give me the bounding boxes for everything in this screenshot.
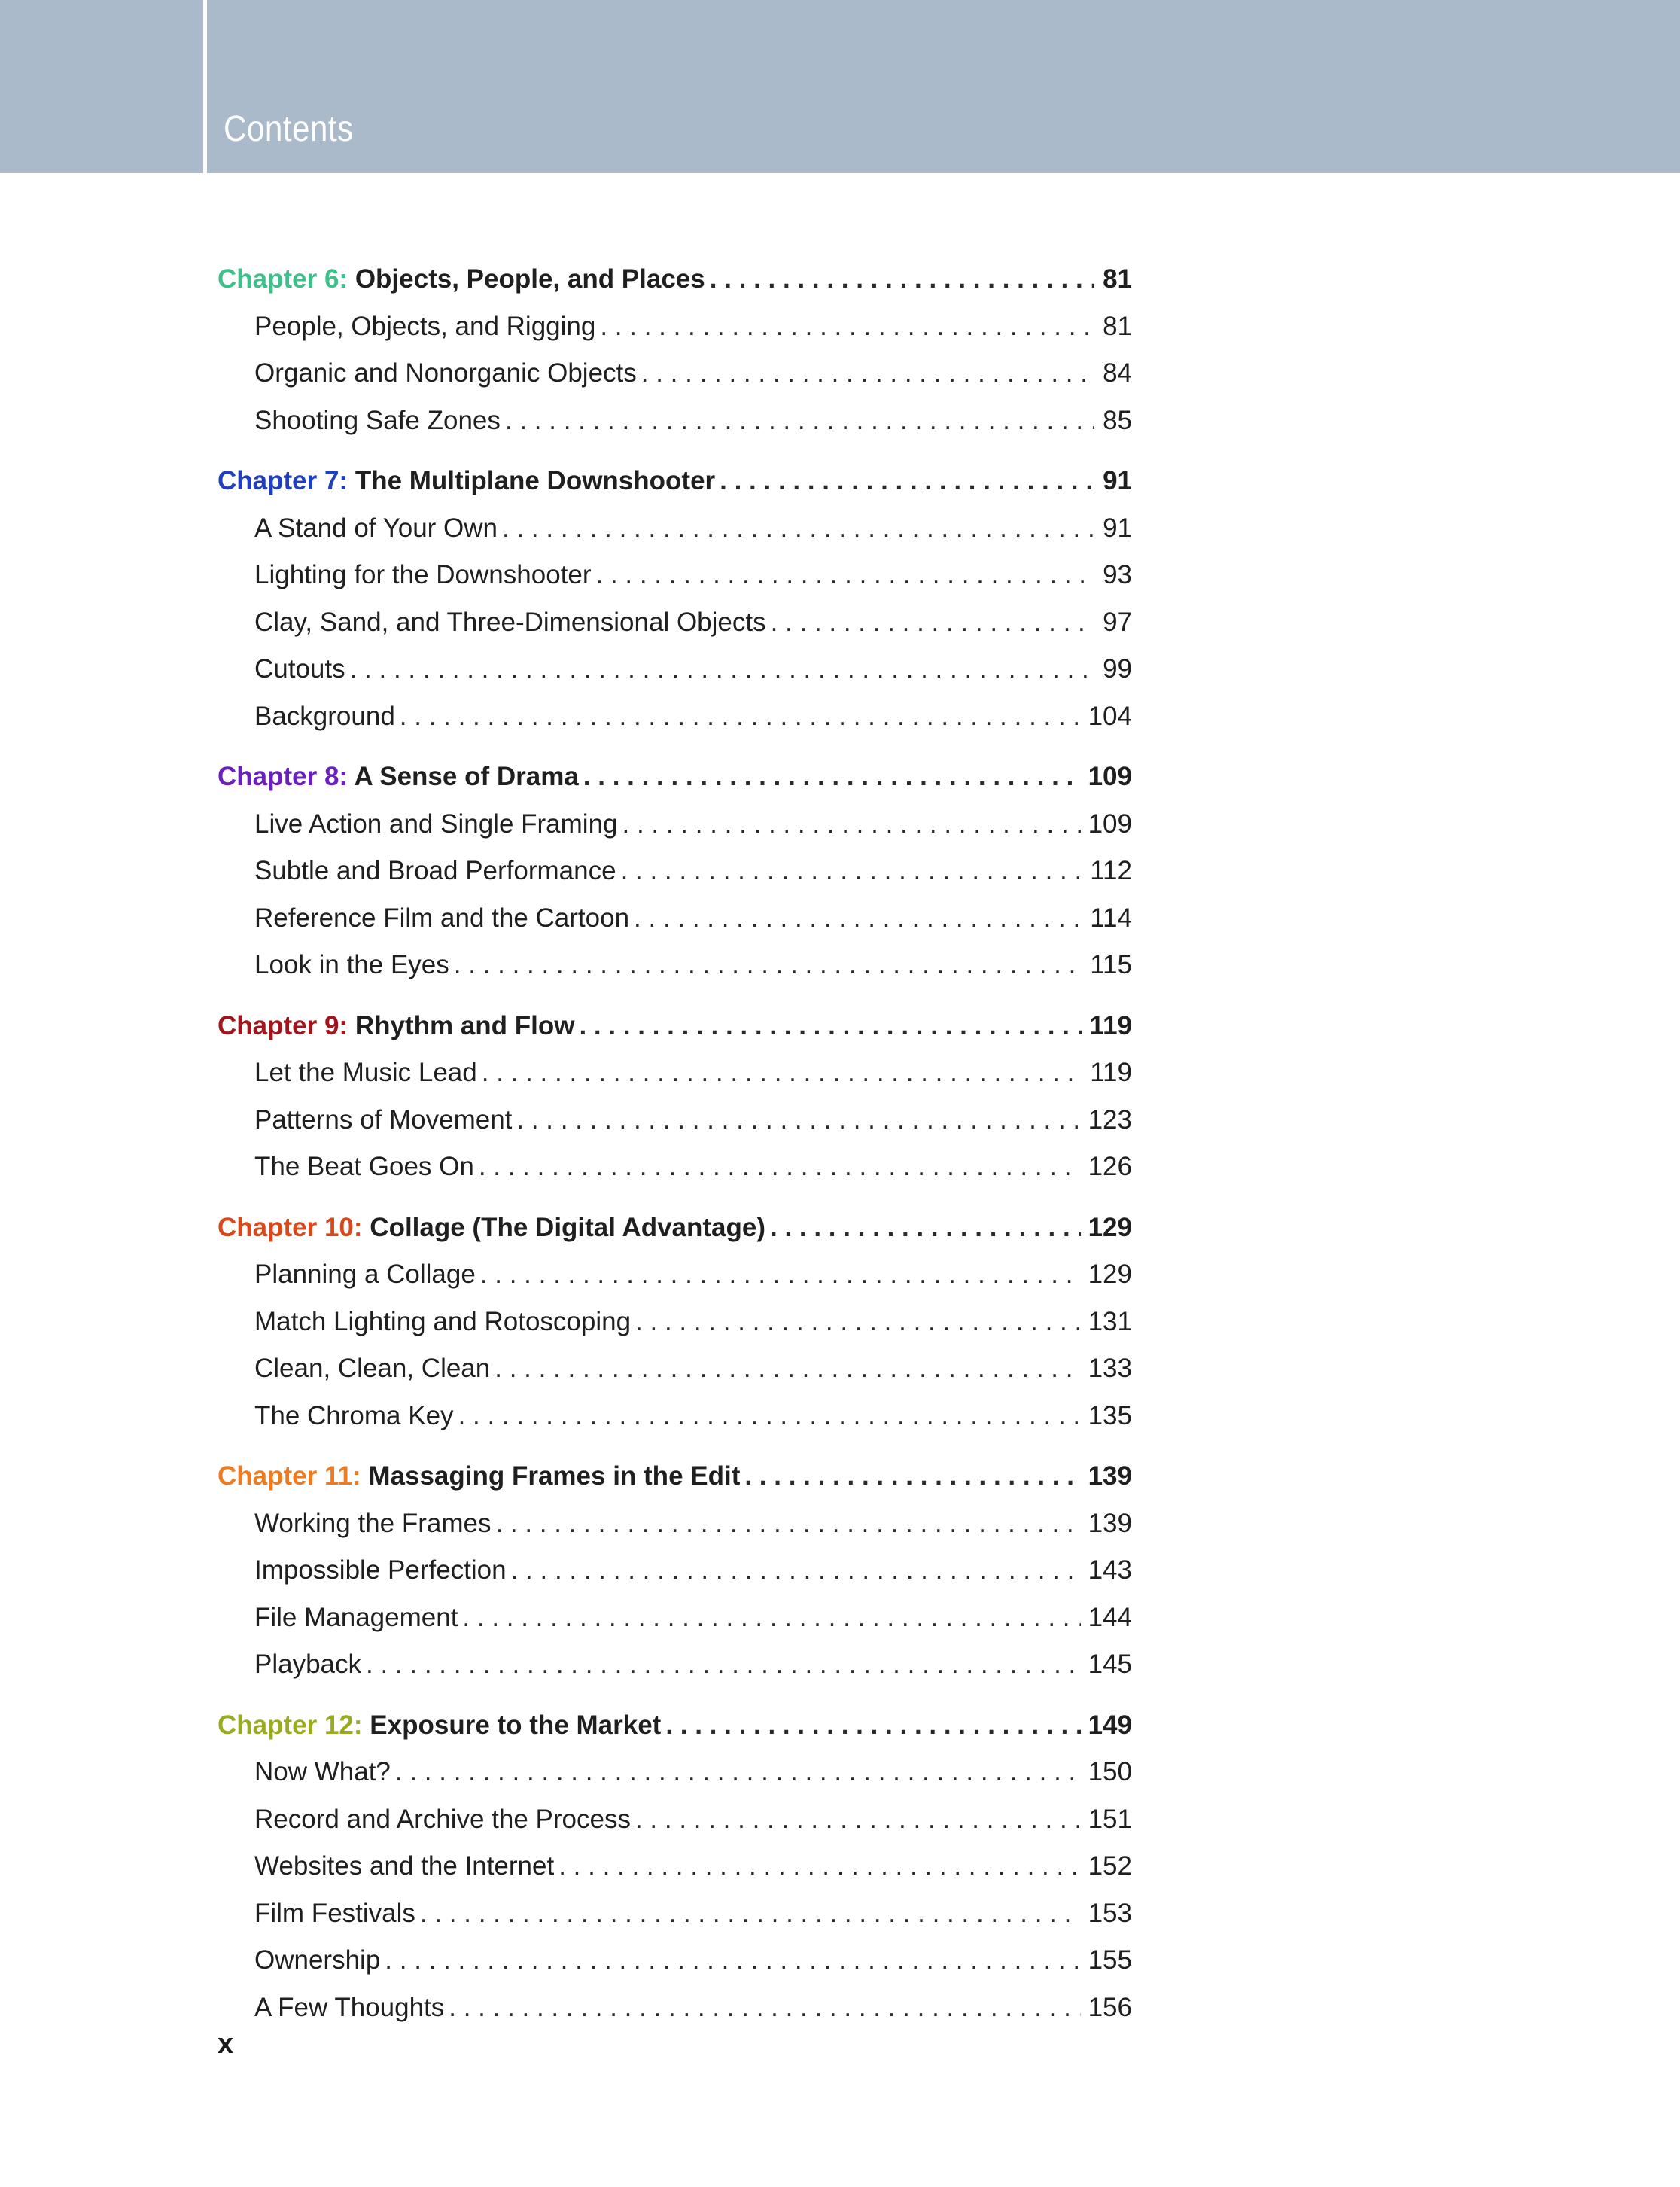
dot-leader xyxy=(479,1144,1081,1191)
section-page-number: 129 xyxy=(1088,1260,1132,1289)
dot-leader xyxy=(366,1641,1081,1689)
section-title: Film Festivals xyxy=(254,1898,415,1928)
dot-leader xyxy=(635,1299,1081,1346)
dot-leader xyxy=(495,1345,1080,1393)
section-page-number: 109 xyxy=(1088,809,1132,839)
chapter-label: Chapter 12: xyxy=(218,1710,363,1740)
dot-leader xyxy=(502,505,1094,553)
chapter-entry[interactable] xyxy=(218,754,1132,801)
chapter-entry[interactable] xyxy=(218,458,1132,505)
chapter-block xyxy=(218,458,1132,740)
section-title: Subtle and Broad Performance xyxy=(254,856,616,885)
chapter-block xyxy=(218,256,1132,444)
section-entry[interactable] xyxy=(218,1144,1132,1191)
section-entry[interactable] xyxy=(218,1890,1132,1938)
section-page-number: 143 xyxy=(1088,1555,1132,1585)
section-page-number: 97 xyxy=(1103,607,1132,637)
section-page-number: 91 xyxy=(1103,513,1132,543)
chapter-heading xyxy=(218,1702,661,1750)
dot-leader xyxy=(770,1205,1081,1252)
section-page-number: 133 xyxy=(1088,1354,1132,1383)
section-entry[interactable] xyxy=(218,1749,1132,1796)
section-entry[interactable] xyxy=(218,505,1132,553)
chapter-page-number: 119 xyxy=(1089,1010,1132,1040)
section-page-number: 145 xyxy=(1088,1649,1132,1679)
section-title: Websites and the Internet xyxy=(254,1851,555,1881)
section-entry[interactable] xyxy=(218,1937,1132,1984)
section-title: Live Action and Single Framing xyxy=(254,809,618,839)
chapter-label: Chapter 11: xyxy=(218,1461,361,1491)
section-page-number: 151 xyxy=(1088,1804,1132,1834)
section-page-number: 139 xyxy=(1088,1508,1132,1538)
chapter-block xyxy=(218,754,1132,989)
chapter-title: The Multiplane Downshooter xyxy=(355,466,716,495)
section-page-number: 153 xyxy=(1088,1898,1132,1928)
chapter-heading xyxy=(218,1453,740,1500)
chapter-label: Chapter 6: xyxy=(218,264,348,294)
chapter-title: Massaging Frames in the Edit xyxy=(368,1461,741,1491)
section-entry[interactable] xyxy=(218,1984,1132,2032)
dot-leader xyxy=(710,256,1094,303)
dot-leader xyxy=(495,1500,1080,1548)
chapter-page-number: 139 xyxy=(1088,1461,1132,1491)
chapter-title: A Sense of Drama xyxy=(354,762,579,791)
section-page-number: 85 xyxy=(1103,405,1132,435)
section-entry[interactable] xyxy=(218,693,1132,741)
section-entry[interactable] xyxy=(218,1843,1132,1890)
chapter-heading xyxy=(218,458,715,505)
chapter-label: Chapter 8: xyxy=(218,762,348,791)
section-page-number: 84 xyxy=(1103,358,1132,388)
section-title: Ownership xyxy=(254,1945,381,1975)
section-title: Clean, Clean, Clean xyxy=(254,1354,491,1383)
chapter-heading xyxy=(218,256,705,303)
section-entry[interactable] xyxy=(218,397,1132,445)
section-page-number: 144 xyxy=(1088,1602,1132,1632)
chapter-heading xyxy=(218,1205,765,1252)
dot-leader xyxy=(395,1749,1081,1796)
section-title: Playback xyxy=(254,1649,362,1679)
section-title: A Stand of Your Own xyxy=(254,513,498,543)
dot-leader xyxy=(385,1937,1080,1984)
dot-leader xyxy=(665,1702,1080,1750)
section-page-number: 114 xyxy=(1090,903,1132,933)
section-entry[interactable] xyxy=(218,848,1132,895)
section-entry[interactable] xyxy=(218,1299,1132,1346)
dot-leader xyxy=(744,1453,1080,1500)
chapter-block xyxy=(218,1003,1132,1191)
section-entry[interactable] xyxy=(218,646,1132,693)
section-page-number: 104 xyxy=(1088,701,1132,731)
dot-leader xyxy=(558,1843,1080,1890)
section-entry[interactable] xyxy=(218,1641,1132,1689)
section-page-number: 155 xyxy=(1088,1945,1132,1975)
chapter-title: Rhythm and Flow xyxy=(355,1010,575,1040)
section-title: Now What? xyxy=(254,1757,391,1786)
section-title: Cutouts xyxy=(254,654,345,684)
section-entry[interactable] xyxy=(218,1097,1132,1144)
section-page-number: 131 xyxy=(1088,1306,1132,1336)
section-entry[interactable] xyxy=(218,895,1132,943)
chapter-block xyxy=(218,1453,1132,1689)
chapter-title: Exposure to the Market xyxy=(370,1710,662,1740)
section-entry[interactable] xyxy=(218,350,1132,397)
section-title: People, Objects, and Rigging xyxy=(254,311,596,341)
dot-leader xyxy=(720,458,1094,505)
dot-leader xyxy=(771,599,1094,647)
section-title: The Beat Goes On xyxy=(254,1152,474,1181)
chapter-label: Chapter 10: xyxy=(218,1212,363,1242)
chapter-heading xyxy=(218,754,579,801)
section-page-number: 135 xyxy=(1088,1400,1132,1430)
header-rule xyxy=(203,0,207,173)
section-entry[interactable] xyxy=(218,801,1132,848)
chapter-page-number: 129 xyxy=(1088,1212,1132,1242)
chapter-title: Objects, People, and Places xyxy=(355,264,705,294)
chapter-block xyxy=(218,1702,1132,2032)
dot-leader xyxy=(511,1547,1081,1595)
section-entry[interactable] xyxy=(218,1595,1132,1642)
dot-leader xyxy=(350,646,1094,693)
section-entry[interactable] xyxy=(218,942,1132,989)
dot-leader xyxy=(621,848,1083,895)
dot-leader xyxy=(600,303,1094,351)
section-page-number: 99 xyxy=(1103,654,1132,684)
dot-leader xyxy=(634,895,1082,943)
section-page-number: 123 xyxy=(1088,1104,1132,1135)
section-entry[interactable] xyxy=(218,1049,1132,1097)
table-of-contents xyxy=(218,256,1132,2045)
section-title: Lighting for the Downshooter xyxy=(254,560,592,589)
chapter-title: Collage (The Digital Advantage) xyxy=(370,1212,765,1242)
section-entry[interactable] xyxy=(218,1393,1132,1440)
section-entry[interactable] xyxy=(218,599,1132,647)
dot-leader xyxy=(480,1251,1081,1299)
section-title: Reference Film and the Cartoon xyxy=(254,903,630,933)
section-title: Working the Frames xyxy=(254,1508,492,1538)
section-title: Patterns of Movement xyxy=(254,1104,513,1135)
section-page-number: 115 xyxy=(1090,950,1132,979)
section-title: A Few Thoughts xyxy=(254,1992,445,2022)
dot-leader xyxy=(641,350,1094,397)
section-title: Match Lighting and Rotoscoping xyxy=(254,1306,632,1336)
section-title: Shooting Safe Zones xyxy=(254,405,501,435)
section-page-number: 126 xyxy=(1088,1152,1132,1181)
chapter-label: Chapter 9: xyxy=(218,1010,348,1040)
section-page-number: 119 xyxy=(1090,1058,1132,1087)
dot-leader xyxy=(482,1049,1082,1097)
dot-leader xyxy=(635,1796,1081,1844)
chapter-entry[interactable] xyxy=(218,1702,1132,1750)
chapter-page-number: 109 xyxy=(1088,762,1132,791)
dot-leader xyxy=(579,1003,1082,1050)
dot-leader xyxy=(454,942,1082,989)
section-title: Clay, Sand, and Three-Dimensional Objects xyxy=(254,607,766,637)
section-title: Look in the Eyes xyxy=(254,950,449,979)
section-title: Impossible Perfection xyxy=(254,1555,507,1585)
chapter-label: Chapter 7: xyxy=(218,466,348,495)
section-entry[interactable] xyxy=(218,552,1132,599)
dot-leader xyxy=(596,552,1095,599)
chapter-page-number: 149 xyxy=(1088,1710,1132,1740)
chapter-entry[interactable] xyxy=(218,1205,1132,1252)
section-page-number: 112 xyxy=(1090,856,1132,885)
chapter-entry[interactable] xyxy=(218,1453,1132,1500)
section-entry[interactable] xyxy=(218,1500,1132,1548)
dot-leader xyxy=(400,693,1081,741)
section-entry[interactable] xyxy=(218,1345,1132,1393)
section-page-number: 150 xyxy=(1088,1757,1132,1786)
section-entry[interactable] xyxy=(218,1796,1132,1844)
dot-leader xyxy=(462,1595,1080,1642)
dot-leader xyxy=(516,1097,1080,1144)
chapter-page-number: 91 xyxy=(1103,466,1132,495)
chapter-page-number: 81 xyxy=(1103,264,1132,294)
section-page-number: 156 xyxy=(1088,1992,1132,2022)
page-title: Contents xyxy=(224,109,354,149)
section-title: Organic and Nonorganic Objects xyxy=(254,358,637,388)
section-entry[interactable] xyxy=(218,303,1132,351)
section-title: File Management xyxy=(254,1602,458,1632)
chapter-heading xyxy=(218,1003,574,1050)
dot-leader xyxy=(622,801,1081,848)
chapter-entry[interactable] xyxy=(218,1003,1132,1050)
section-title: Planning a Collage xyxy=(254,1260,476,1289)
dot-leader xyxy=(420,1890,1081,1938)
page-folio: x xyxy=(218,2028,234,2060)
dot-leader xyxy=(449,1984,1080,2032)
section-page-number: 93 xyxy=(1103,560,1132,589)
section-entry[interactable] xyxy=(218,1251,1132,1299)
section-page-number: 81 xyxy=(1103,311,1132,341)
section-title: Let the Music Lead xyxy=(254,1058,477,1087)
dot-leader xyxy=(458,1393,1081,1440)
section-title: Record and Archive the Process xyxy=(254,1804,631,1834)
dot-leader xyxy=(505,397,1094,445)
section-title: The Chroma Key xyxy=(254,1400,454,1430)
section-page-number: 152 xyxy=(1088,1851,1132,1881)
section-entry[interactable] xyxy=(218,1547,1132,1595)
section-title: Background xyxy=(254,701,395,731)
chapter-entry[interactable] xyxy=(218,256,1132,303)
dot-leader xyxy=(583,754,1081,801)
chapter-block xyxy=(218,1205,1132,1440)
